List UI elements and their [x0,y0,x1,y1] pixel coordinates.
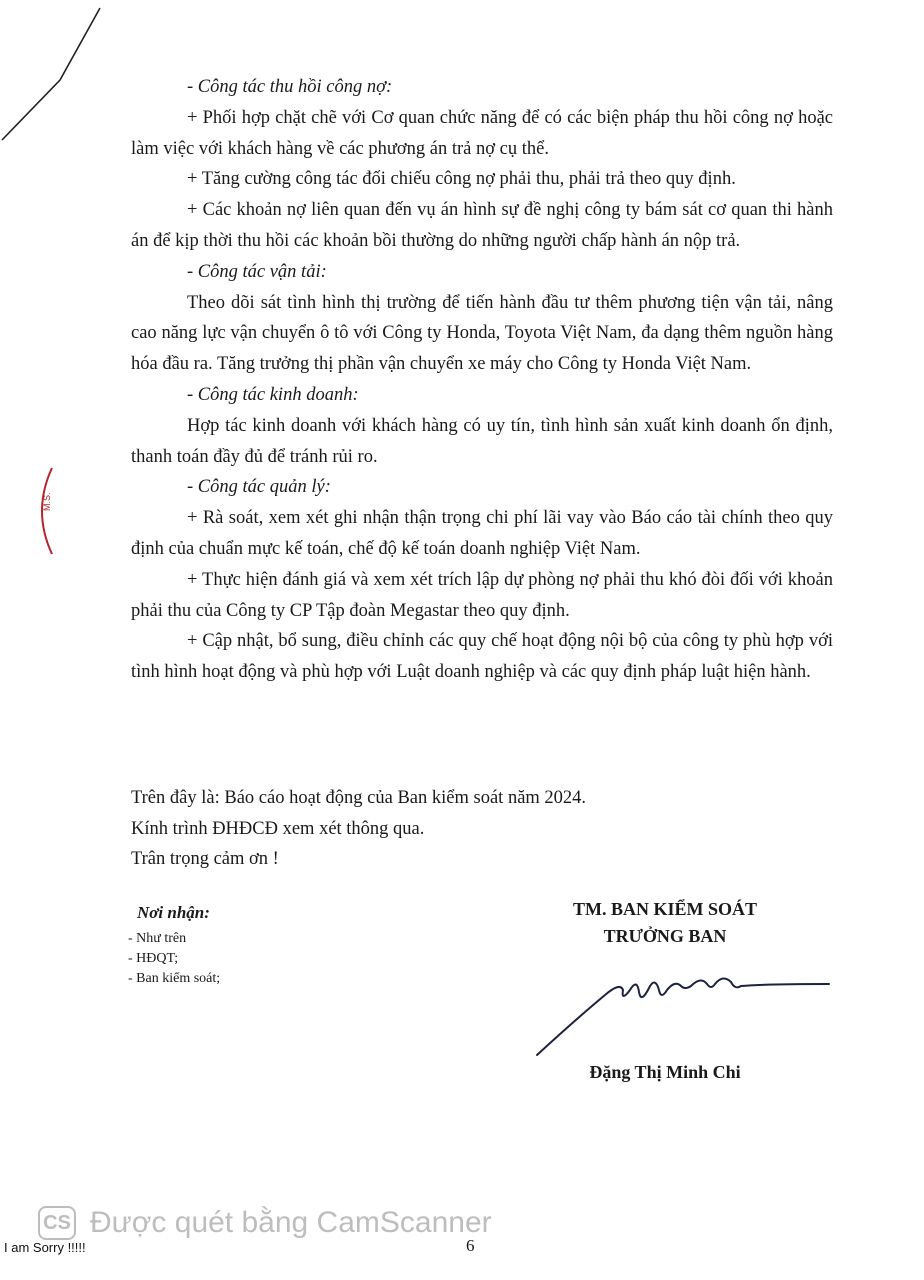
heading-business: - Công tác kinh doanh: [187,384,359,405]
closing-line: Kính trình ĐHĐCĐ xem xét thông qua. [131,818,425,839]
recipient-item: - Như trên [128,931,187,946]
watermark-text: Được quét bằng CamScanner [90,1206,492,1239]
paragraph: + Cập nhật, bổ sung, điều chỉnh các quy chế hoạt động nội bộ của công ty phù hợp với tình hình hoạt động và phù hợp với Luật doanh nghiệp và các quy định pháp luật hiện hành. [131,631,833,683]
paragraph: + Phối hợp chặt chẽ với Cơ quan chức năng để có các biện pháp thu hồi công nợ hoặc làm việc với khách hàng về các phương án trả nợ cụ thể. [131,107,833,159]
paragraph: + Rà soát, xem xét ghi nhận thận trọng chi phí lãi vay vào Báo cáo tài chính theo quy định của chuẩn mực kế toán, chế độ kế toán doanh nghiệp Việt Nam. [131,508,833,559]
paragraph: Hợp tác kinh doanh với khách hàng có uy tín, tình hình sản xuất kinh doanh ổn định, thanh toán đầy đủ để tránh rủi ro. [131,415,833,467]
footer-note: I am Sorry !!!!! [4,1240,86,1255]
signer-name: Đặng Thị Minh Chi [589,1062,741,1082]
signature-line1: TM. BAN KIỂM SOÁT [572,899,758,919]
paragraph: Theo dõi sát tình hình thị trường để tiến hành đầu tư thêm phương tiện vận tải, nâng cao năng lực vận chuyển ô tô với Công ty Honda, Toyota Việt Nam, đa dạng thêm nguồn hàng hóa đầu ra. Tăng trưởng thị phần vận chuyển xe máy cho Công ty Honda Việt Nam. [131,292,833,375]
page-number: 6 [466,1236,475,1255]
paragraph: + Thực hiện đánh giá và xem xét trích lập dự phòng nợ phải thu khó đòi đối với khoản phải thu của Công ty CP Tập đoàn Megastar theo quy định. [131,569,833,621]
seal-text: M.S. [42,492,52,511]
scan-corner-mark [0,0,110,150]
signature-line2: TRƯỞNG BAN [603,926,727,946]
closing-line: Trân trọng cảm ơn ! [131,849,279,869]
recipient-item: - HĐQT; [128,951,179,966]
paragraph: + Các khoản nợ liên quan đến vụ án hình sự đề nghị công ty bám sát cơ quan thi hành án để kịp thời thu hồi các khoản bồi thường do những người chấp hành án nộp trả. [131,200,833,251]
closing-remarks [131,783,731,875]
signature-title [545,896,785,950]
recipient-item: - Ban kiểm soát; [128,971,221,986]
heading-transport: - Công tác vận tải: [187,261,327,282]
recipients-title: Nơi nhận: [137,903,210,922]
paragraph: + Tăng cường công tác đối chiếu công nợ phải thu, phải trả theo quy định. [187,169,736,190]
camscanner-logo-icon: CS [38,1206,76,1240]
heading-management: - Công tác quản lý: [187,477,331,498]
heading-debt-recovery: - Công tác thu hồi công nợ: [187,77,393,97]
seal-stamp-edge [30,466,60,556]
camscanner-watermark [38,1206,492,1240]
recipients-block [128,903,388,989]
closing-line: Trên đây là: Báo cáo hoạt động của Ban kiểm soát năm 2024. [131,788,587,808]
handwritten-signature [535,960,835,1060]
report-body [131,72,833,688]
